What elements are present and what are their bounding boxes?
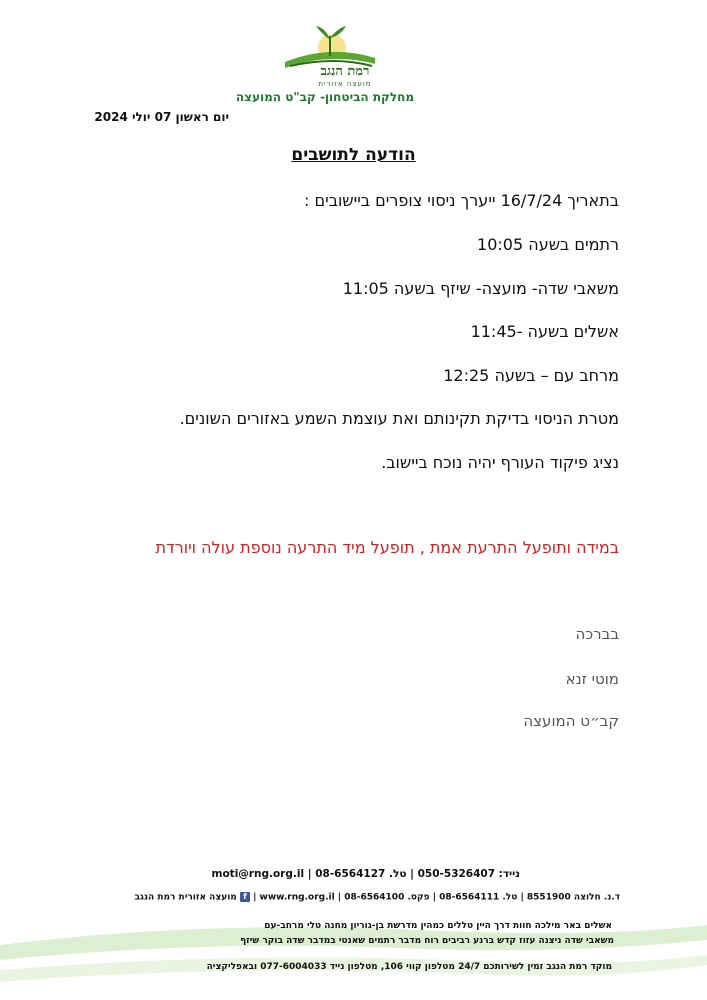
purpose-line: מטרת הניסוי בדיקת תקינותם ואת עוצמת השמע באזורים השונים. xyxy=(179,409,619,428)
notice-heading: הודעה לתושבים xyxy=(291,145,416,165)
signature-title: קב״ט המועצה xyxy=(523,712,619,730)
signature-name: מוטי זנא xyxy=(565,670,619,688)
hotline-line: מוקד רמת הנגב זמין לשירותכם 24/7 מטלפון קווי 106, מטלפון נייד 077-6004033 ובאפליקציה xyxy=(206,962,612,972)
logo-subtitle: מועצה אזורית xyxy=(318,80,372,88)
notice-date: יום ראשון 07 יולי 2024 xyxy=(94,110,229,124)
footer-info-text: ד.נ. חלוצה 8551900 | טל. 08-6564111 | פקס. 08-6564100 | www.rng.org.il | xyxy=(253,892,620,903)
footer-contact: נייד: 050-5326407 | טל. 08-6564127 | moti@rng.org.il xyxy=(211,868,520,880)
schedule-item: רתמים בשעה 10:05 xyxy=(477,235,619,254)
representative-line: נציג פיקוד העורף יהיה נוכח ביישוב. xyxy=(381,453,619,472)
department-title: מחלקת הביטחון- קב"ט המועצה xyxy=(235,90,415,104)
schedule-item: משאבי שדה- מועצה- שיזף בשעה 11:05 xyxy=(342,279,619,298)
footer-info xyxy=(134,892,620,903)
footer-swoosh xyxy=(0,900,707,1000)
intro-line: בתאריך 16/7/24 ייערך ניסוי צופרים ביישובים : xyxy=(304,191,619,210)
facebook-label: מועצה אזורית רמת הנגב xyxy=(134,892,237,903)
schedule-item: מרחב עם – בשעה 12:25 xyxy=(443,366,619,385)
schedule-item: אשלים בשעה -11:45 xyxy=(470,322,619,341)
signature-greeting: בברכה xyxy=(575,625,619,643)
facebook-icon: f xyxy=(240,892,250,902)
settlements-row: משאבי שדה ניצנה עזוז קדש ברנע רביבים רוח מדבר רתמים שאנטי במדבר שדה בוקר שיזף xyxy=(240,936,614,946)
alert-warning: במידה ותופעל התרעת אמת , תופעל מיד התרעה נוספת עולה ויורדת xyxy=(155,538,619,557)
logo-name: רמת הנגב xyxy=(320,64,370,79)
settlements-row: אשלים באר מילכה חוות דרך היין טללים כמהין מדרשת בן-גוריון מחנה טלי מרחב-עם xyxy=(264,921,612,931)
